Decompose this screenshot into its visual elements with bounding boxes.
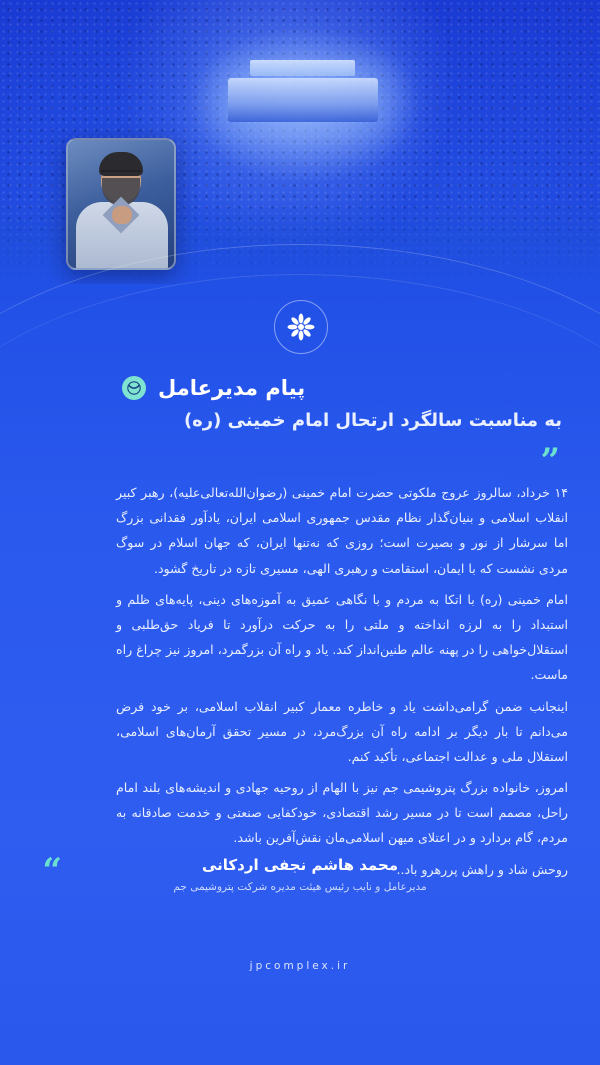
- stage-platform: [228, 78, 378, 122]
- message-body: [116, 480, 568, 888]
- signature-name: محمد هاشم نجفی اردکانی: [201, 856, 399, 874]
- signature-role: مدیرعامل و نایب رئیس هیئت مدیره شرکت پتروشیمی جم: [173, 881, 427, 893]
- paragraph: روحش شاد و راهش پررهرو باد..: [396, 861, 568, 877]
- avatar-glasses-icon: [101, 170, 141, 182]
- message-icon: [122, 376, 146, 400]
- quote-open-mark: ”: [540, 441, 558, 481]
- flower-emblem-icon: [274, 300, 328, 354]
- stage-lamp: [250, 60, 355, 76]
- avatar-hand: [112, 206, 132, 224]
- page-title: پیام مدیرعامل: [158, 376, 306, 400]
- quote-close-mark: ”: [44, 833, 62, 873]
- message-sheet: [0, 284, 600, 1065]
- page-subtitle: به مناسبت سالگرد ارتحال امام خمینی (ره): [183, 410, 562, 431]
- paragraph: ۱۴ خرداد، سالروز عروج ملکوتی حضرت امام خمینی (رضوان‌الله‌تعالی‌علیه)، رهبر کبیر انقلاب اسلامی و بنیان‌گذار نظام مقدس جمهوری اسلامی ایران، یادآور فقدانی بزرگ اما سرشار از نور و بصیرت است؛ روزی که نه‌تنها ایران، که جهان اسلام در سوگ مردی نشست که با ایمان، استقامت و رهبری الهی، مسیری تازه در تاریخ گشود.: [116, 485, 568, 576]
- signature-block: [0, 856, 600, 893]
- paragraph: اینجانب ضمن گرامی‌داشت یاد و خاطره معمار کبیر انقلاب اسلامی، بر خود فرض می‌دانم تا بار دیگر بر ادامه راه آن بزرگ‌مرد، در مسیر تحقق آرمان‌های اسلامی، استقلال ملی و عدالت اجتماعی، تأکید کنم.: [116, 698, 568, 764]
- avatar: [66, 138, 176, 270]
- header-block: [122, 376, 562, 431]
- title-row: [122, 376, 562, 400]
- paragraph: امروز، خانواده بزرگ پتروشیمی جم نیز با الهام از روحیه جهادی و اندیشه‌های بلند امام راحل، مصمم است تا در مسیر رشد اقتصادی، خودکفایی صنعتی و خدمت صادقانه به مردم، گام بردارد و در اعتلای میهن اسلامی‌مان نقش‌آفرین باشد.: [116, 780, 568, 846]
- footer-website[interactable]: jpcomplex.ir: [249, 960, 351, 972]
- divider: [150, 940, 450, 941]
- paragraph: امام خمینی (ره) با اتکا به مردم و با نگاهی عمیق به آموزه‌های دینی، پایه‌های ظلم و استبداد را به لرزه انداخته و ملتی را به حرکت درآورد تا فریاد حق‌طلبی و استقلال‌خواهی را در پهنه عالم طنین‌انداز کند. یاد و راه آن بزرگمرد، امروز نیز چراغ راه ماست.: [116, 591, 568, 683]
